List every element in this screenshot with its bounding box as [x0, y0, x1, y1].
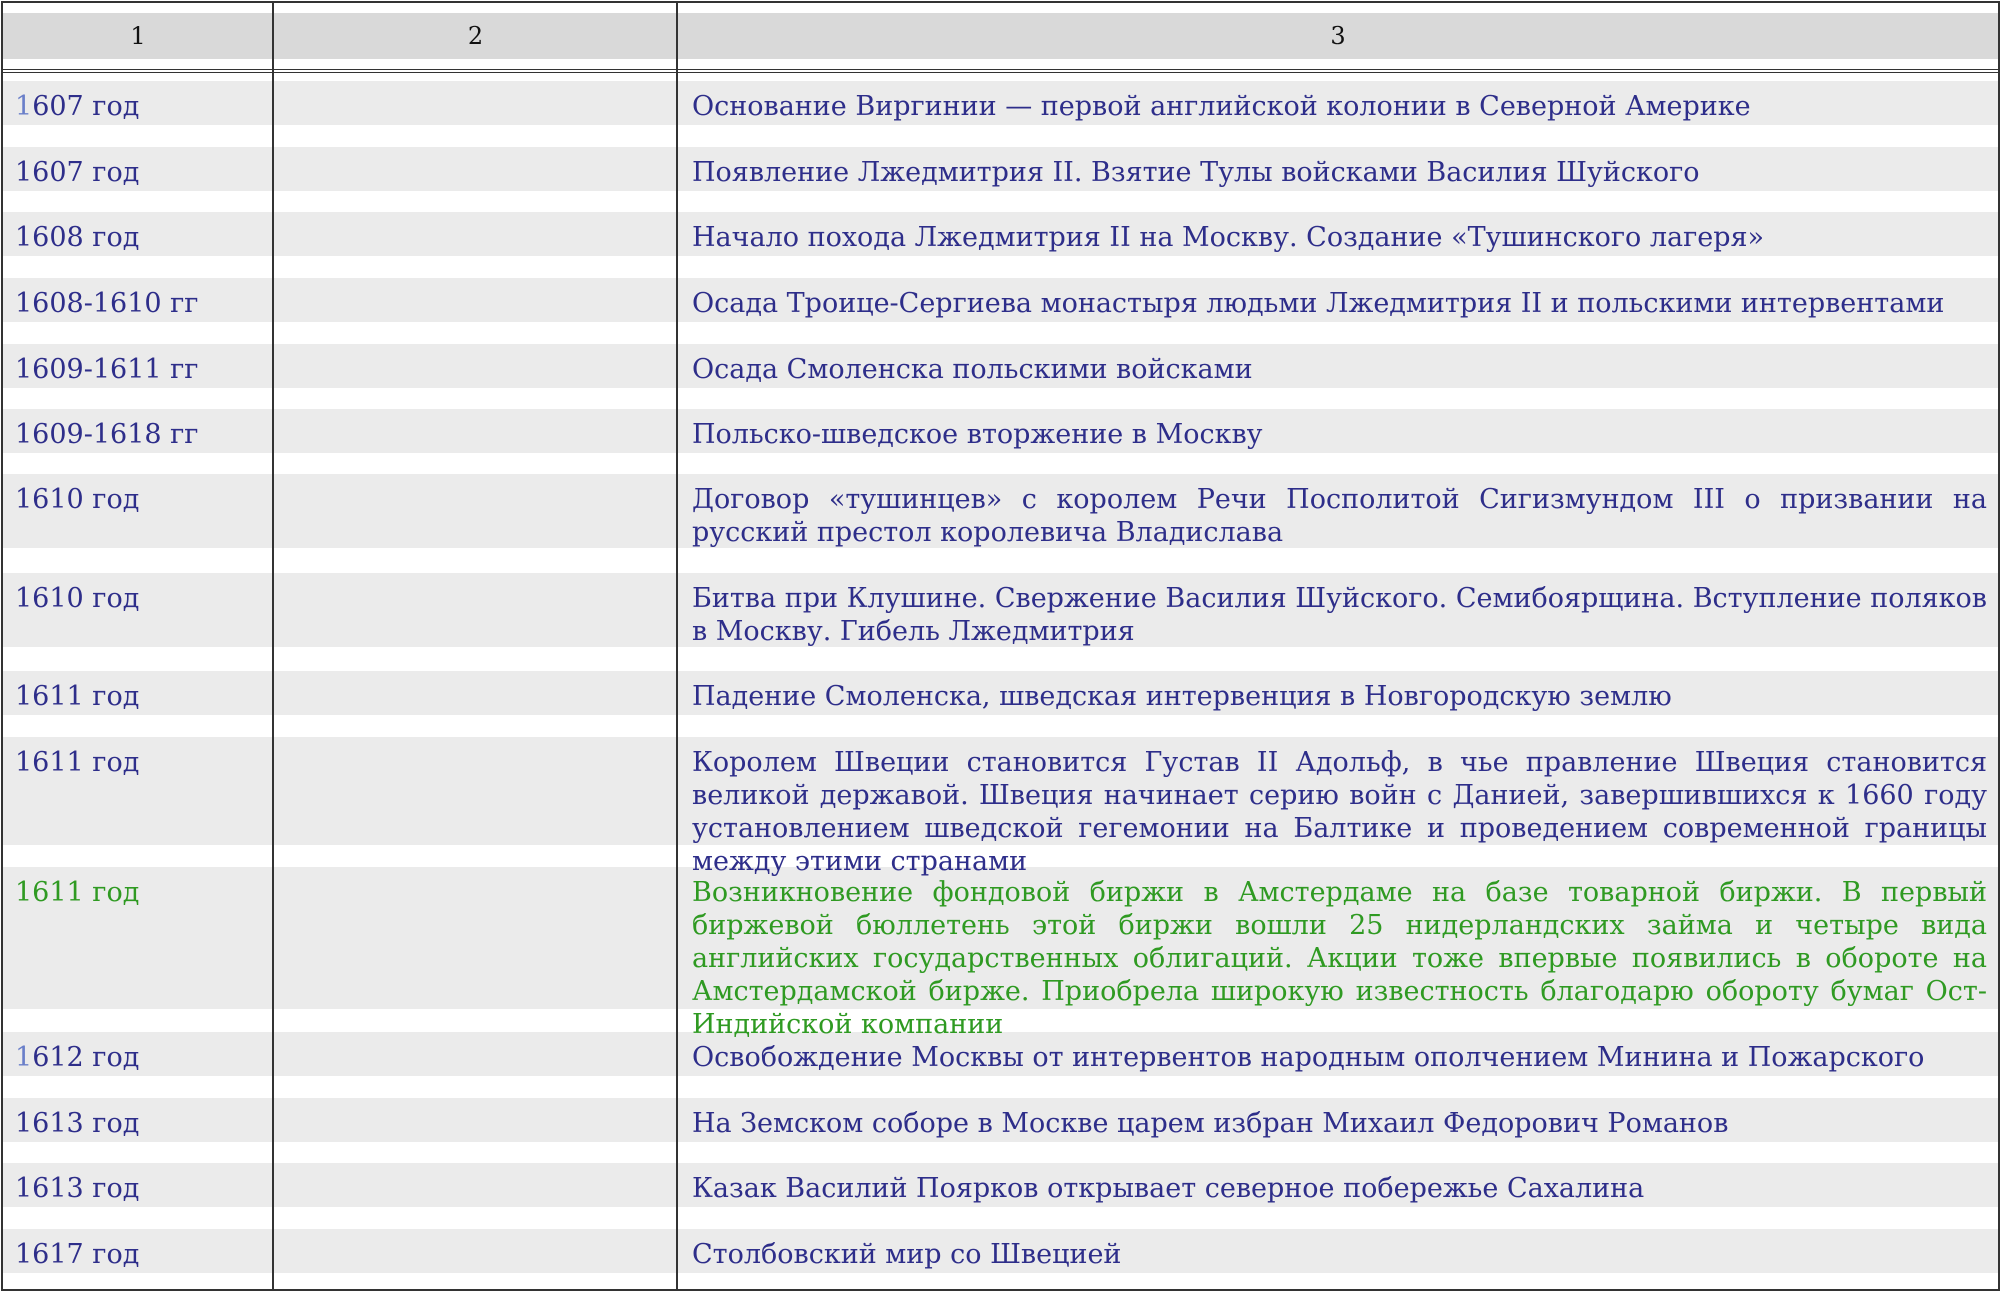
row-event: Польско-шведское вторжение в Москву: [692, 419, 1263, 450]
row-date: 1610 год: [15, 583, 140, 614]
row-date: 1610 год: [15, 484, 140, 515]
row-event: На Земском соборе в Москве царем избран Михаил Федорович Романов: [692, 1108, 1729, 1139]
table-row: [3, 278, 1998, 322]
row-date: 1607 год: [15, 157, 140, 188]
row-event: Основание Виргинии — первой английской колонии в Северной Америке: [692, 91, 1751, 122]
row-event: Столбовский мир со Швецией: [692, 1239, 1122, 1270]
row-event: Освобождение Москвы от интервентов народным ополчением Минина и Пожарского: [692, 1042, 1925, 1073]
table-header: [3, 3, 1998, 73]
row-date: 1617 год: [15, 1239, 140, 1270]
row-event: Начало похода Лжедмитрия II на Москву. Создание «Тушинского лагеря»: [692, 222, 1765, 253]
table-row: [3, 409, 1998, 453]
table-row: [3, 671, 1998, 715]
table-row: [3, 1098, 1998, 1142]
column-divider-2: [676, 3, 678, 1289]
chronology-table: [1, 1, 2000, 1291]
table-row: [3, 573, 1998, 647]
row-event: Битва при Клушине. Свержение Василия Шуйского. Семибоярщина. Вступление поляков в Москву. Гибель Лжедмитрия: [692, 583, 1987, 647]
row-date: [15, 1041, 265, 1074]
row-event: Королем Швеции становится Густав II Адольф, в чье правление Швеция становится великой державой. Швеция начинает серию войн с Данией, завершившихся к 1660 году установлением шведской гегемонии на Балтике и проведением современной границы между этими странами: [692, 747, 1987, 877]
header-col-1: 1: [130, 22, 146, 50]
row-date: 1609-1611 гг: [15, 354, 199, 385]
header-col-3: 3: [1330, 22, 1346, 50]
row-date: 1608-1610 гг: [15, 288, 199, 319]
table-row: [3, 147, 1998, 191]
header-col-2: 2: [467, 22, 484, 50]
date-lead-digit: 1: [15, 91, 33, 122]
table-row: [3, 344, 1998, 388]
table-row-highlighted: [3, 867, 1998, 1040]
date-lead-digit: 1: [15, 1042, 33, 1073]
table-row: [3, 1163, 1998, 1207]
row-event: Осада Троице-Сергиева монастыря людьми Лжедмитрия II и польскими интервентами: [692, 288, 1945, 319]
column-divider-1: [272, 3, 274, 1289]
row-event: Казак Василий Поярков открывает северное побережье Сахалина: [692, 1173, 1645, 1204]
row-date: 1611 год: [15, 747, 140, 778]
row-event: Осада Смоленска польскими войсками: [692, 354, 1253, 385]
row-date: 1613 год: [15, 1173, 140, 1204]
table-row: [3, 212, 1998, 256]
date-rest: 607 год: [32, 91, 140, 122]
row-event: Договор «тушинцев» с королем Речи Посполитой Сигизмундом III о призвании на русский престол королевича Владислава: [692, 484, 1987, 548]
row-date: 1608 год: [15, 222, 140, 253]
row-date: [15, 90, 265, 123]
date-rest: 612 год: [32, 1042, 140, 1073]
table-row: [3, 81, 1998, 125]
row-event: Падение Смоленска, шведская интервенция в Новгородскую землю: [692, 681, 1672, 712]
table-row: [3, 737, 1998, 877]
table-row: [3, 1229, 1998, 1273]
row-date: 1613 год: [15, 1108, 140, 1139]
row-date: 1611 год: [15, 681, 140, 712]
row-date: 1611 год: [15, 877, 140, 908]
row-event: Появление Лжедмитрия II. Взятие Тулы войсками Василия Шуйского: [692, 157, 1700, 188]
row-event: Возникновение фондовой биржи в Амстердаме на базе товарной биржи. В первый биржевой бюллетень этой биржи вошли 25 нидерландских займа и четыре вида английских государственных облигаций. Акции тоже впервые появились в обороте на Амстердамской бирже. Приобрела широкую известность благодарю обороту бумаг Ост-Индийской компании: [692, 877, 1987, 1040]
table-row: [3, 474, 1998, 548]
row-date: 1609-1618 гг: [15, 419, 199, 450]
